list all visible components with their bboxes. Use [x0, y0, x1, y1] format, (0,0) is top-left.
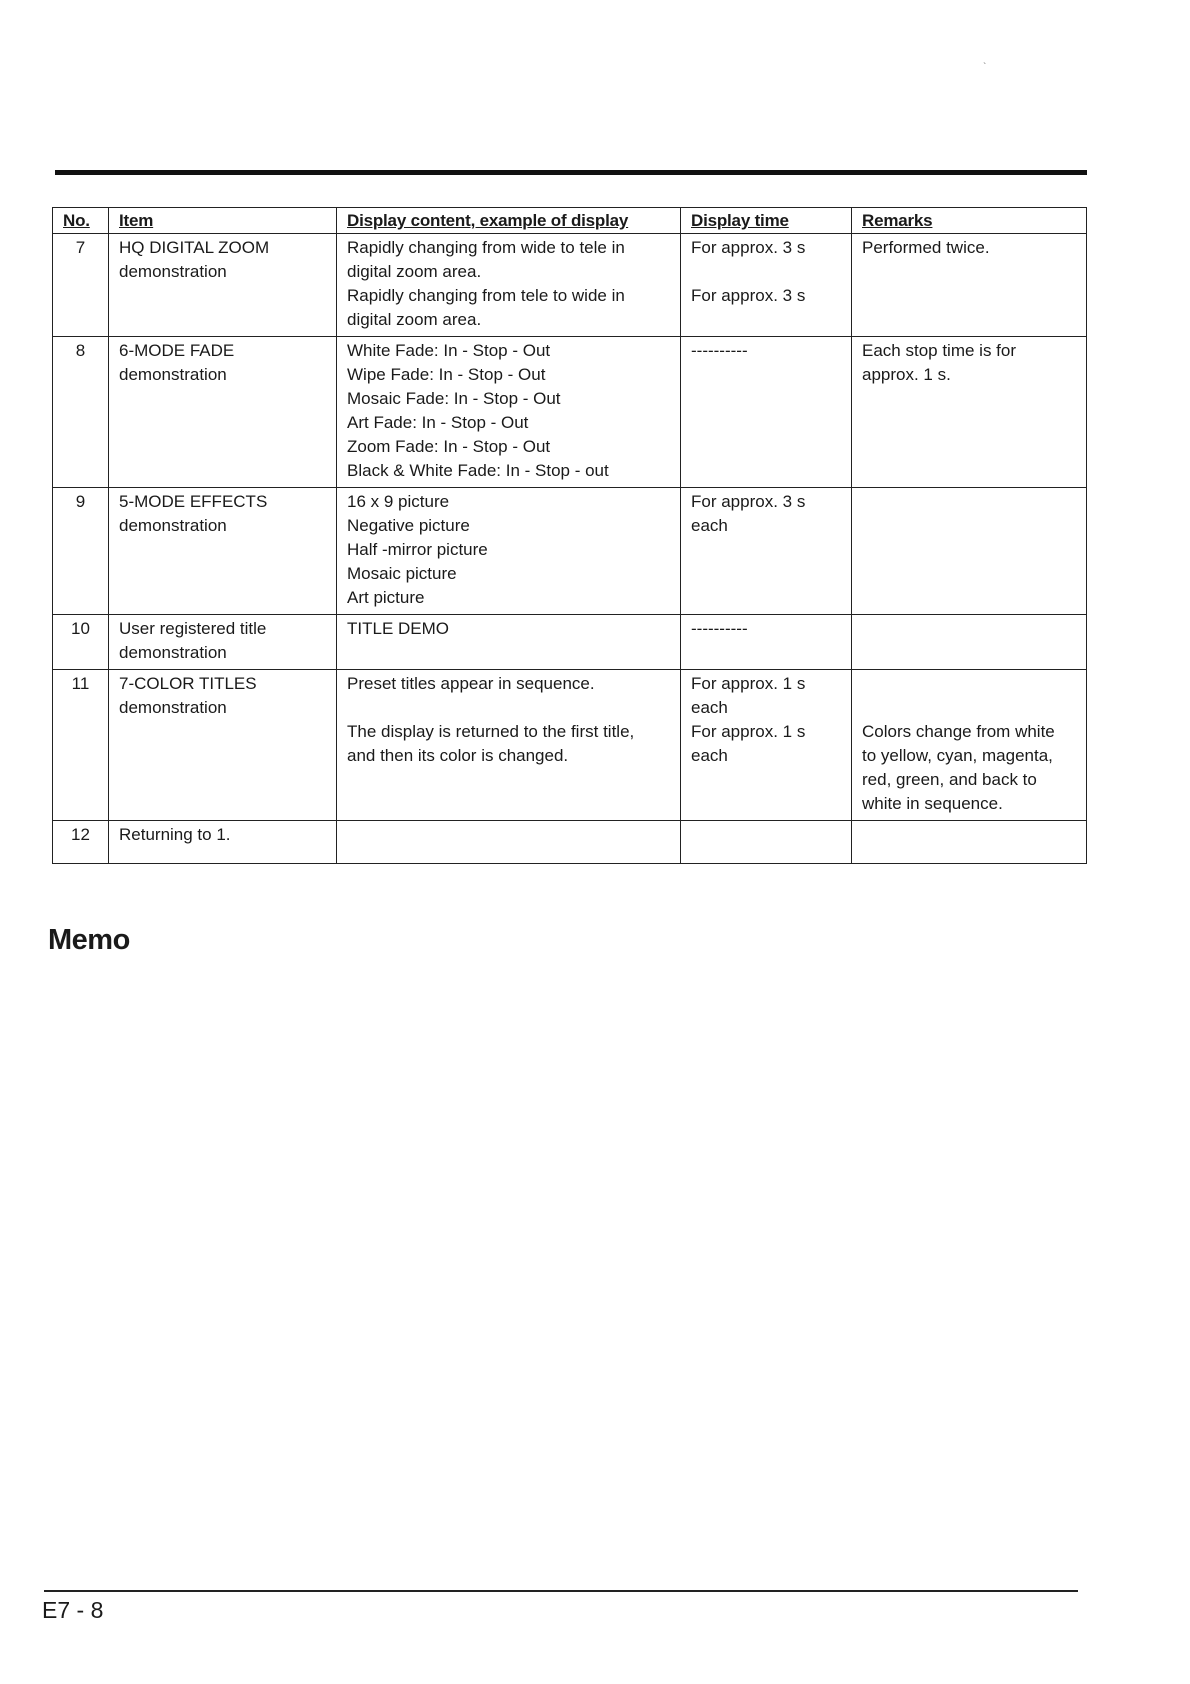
memo-heading: Memo — [48, 924, 130, 956]
cell-line: Zoom Fade: In - Stop - Out — [347, 437, 551, 456]
cell-display-content — [337, 488, 681, 615]
cell-line: TITLE DEMO — [347, 619, 450, 638]
cell-display-time — [681, 615, 852, 670]
table-header-row — [53, 208, 1087, 234]
cell-line: approx. 1 s. — [862, 365, 951, 384]
table-row — [53, 821, 1087, 864]
header-no: No. — [53, 208, 109, 234]
header-display-content: Display content, example of display — [337, 208, 681, 234]
cell-line — [862, 696, 1078, 720]
cell-no: 11 — [53, 670, 109, 821]
cell-line: For approx. 3 s — [691, 286, 806, 305]
cell-line: The display is returned to the first title, — [347, 722, 635, 741]
cell-display-time — [681, 488, 852, 615]
cell-line: demonstration — [119, 365, 227, 384]
cell-line: each — [691, 516, 728, 535]
cell-line: digital zoom area. — [347, 262, 482, 281]
cell-no: 12 — [53, 821, 109, 864]
cell-line: Preset titles appear in sequence. — [347, 674, 595, 693]
cell-line: white in sequence. — [862, 794, 1003, 813]
cell-line: For approx. 1 s — [691, 722, 806, 741]
table-row — [53, 615, 1087, 670]
cell-line: Mosaic picture — [347, 564, 457, 583]
cell-display-time — [681, 337, 852, 488]
cell-remarks — [852, 488, 1087, 615]
cell-line: Art picture — [347, 588, 425, 607]
cell-line: 6-MODE FADE — [119, 341, 235, 360]
cell-line: demonstration — [119, 698, 227, 717]
cell-line: For approx. 3 s — [691, 238, 806, 257]
cell-line: Negative picture — [347, 516, 470, 535]
cell-item — [109, 234, 337, 337]
cell-line: Art Fade: In - Stop - Out — [347, 413, 529, 432]
cell-line: Wipe Fade: In - Stop - Out — [347, 365, 546, 384]
cell-item — [109, 821, 337, 864]
cell-line — [862, 672, 1078, 696]
cell-line: each — [691, 698, 728, 717]
cell-no: 9 — [53, 488, 109, 615]
cell-line: For approx. 1 s — [691, 674, 806, 693]
cell-line: demonstration — [119, 516, 227, 535]
cell-line: White Fade: In - Stop - Out — [347, 341, 551, 360]
cell-line: 7-COLOR TITLES — [119, 674, 257, 693]
cell-line: User registered title — [119, 619, 267, 638]
cell-line: Returning to 1. — [119, 825, 231, 844]
cell-remarks — [852, 670, 1087, 821]
cell-line: demonstration — [119, 262, 227, 281]
cell-line: Colors change from white — [862, 722, 1055, 741]
header-display-time: Display time — [681, 208, 852, 234]
cell-line — [347, 696, 672, 720]
cell-display-content — [337, 670, 681, 821]
demo-spec-table — [52, 207, 1087, 864]
cell-line: ---------- — [691, 619, 748, 638]
table-row — [53, 337, 1087, 488]
top-rule — [55, 170, 1087, 175]
table-row — [53, 488, 1087, 615]
cell-line: Each stop time is for — [862, 341, 1017, 360]
cell-remarks — [852, 615, 1087, 670]
cell-display-content — [337, 234, 681, 337]
cell-line: Half -mirror picture — [347, 540, 488, 559]
cell-item — [109, 615, 337, 670]
cell-line: Black & White Fade: In - Stop - out — [347, 461, 609, 480]
cell-no: 7 — [53, 234, 109, 337]
cell-line: 16 x 9 picture — [347, 492, 450, 511]
cell-line: to yellow, cyan, magenta, — [862, 746, 1053, 765]
table-row — [53, 670, 1087, 821]
cell-line: Rapidly changing from wide to tele in — [347, 238, 625, 257]
cell-line: and then its color is changed. — [347, 746, 569, 765]
cell-display-content — [337, 337, 681, 488]
cell-no: 8 — [53, 337, 109, 488]
cell-item — [109, 337, 337, 488]
cell-line: Rapidly changing from tele to wide in — [347, 286, 625, 305]
cell-remarks — [852, 821, 1087, 864]
cell-line: 5-MODE EFFECTS — [119, 492, 268, 511]
cell-line: Performed twice. — [862, 238, 990, 257]
cell-line: HQ DIGITAL ZOOM — [119, 238, 270, 257]
cell-line: red, green, and back to — [862, 770, 1037, 789]
cell-display-time — [681, 234, 852, 337]
cell-item — [109, 488, 337, 615]
header-item: Item — [109, 208, 337, 234]
cell-display-time — [681, 670, 852, 821]
cell-line: Mosaic Fade: In - Stop - Out — [347, 389, 561, 408]
stray-mark: ` — [983, 62, 987, 73]
cell-display-time — [681, 821, 852, 864]
cell-line: For approx. 3 s — [691, 492, 806, 511]
cell-line: demonstration — [119, 643, 227, 662]
cell-line: each — [691, 746, 728, 765]
cell-line: ---------- — [691, 341, 748, 360]
cell-item — [109, 670, 337, 821]
cell-line — [691, 260, 843, 284]
bottom-rule — [44, 1590, 1078, 1592]
cell-no: 10 — [53, 615, 109, 670]
cell-display-content — [337, 821, 681, 864]
header-remarks: Remarks — [852, 208, 1087, 234]
cell-remarks — [852, 337, 1087, 488]
cell-remarks — [852, 234, 1087, 337]
page-number: E7 - 8 — [42, 1597, 104, 1623]
cell-display-content — [337, 615, 681, 670]
table-row — [53, 234, 1087, 337]
cell-line: digital zoom area. — [347, 310, 482, 329]
